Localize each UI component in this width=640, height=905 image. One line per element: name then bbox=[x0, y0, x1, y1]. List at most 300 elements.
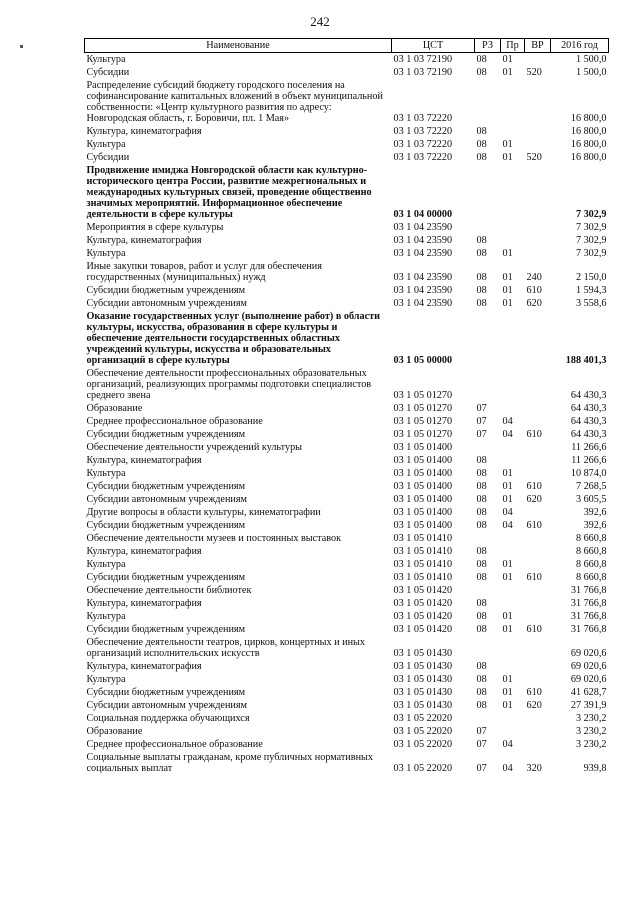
table-row bbox=[85, 480, 609, 493]
row-amount: 3 230,2 bbox=[575, 713, 607, 724]
row-name: Иные закупки товаров, работ и услуг для обеспечения государственных (муниципальных) нужд bbox=[86, 261, 322, 283]
row-name: Субсидии бюджетным учреждениям bbox=[86, 285, 246, 296]
row-rz bbox=[475, 712, 501, 725]
table-row bbox=[85, 545, 609, 558]
row-name: Обеспечение деятельности музеев и постоянных выставок bbox=[86, 533, 342, 544]
row-name: Другие вопросы в области культуры, кинематографии bbox=[86, 507, 321, 518]
row-name: Субсидии бюджетным учреждениям bbox=[86, 429, 246, 440]
table-row bbox=[85, 367, 609, 402]
row-name: Обеспечение деятельности профессиональных образовательных организаций, реализующих программы подготовки специалистов среднего звена bbox=[86, 368, 372, 401]
row-rz: 08 bbox=[476, 285, 487, 296]
row-vr bbox=[525, 660, 551, 673]
table-row bbox=[85, 125, 609, 138]
row-amount: 31 766,8 bbox=[570, 585, 607, 596]
row-vr: 240 bbox=[526, 272, 542, 283]
table-row bbox=[85, 751, 609, 775]
row-rz: 08 bbox=[476, 598, 487, 609]
row-name: Субсидии бюджетным учреждениям bbox=[86, 481, 246, 492]
row-amount: 27 391,9 bbox=[570, 700, 607, 711]
row-cst: 03 1 05 22020 bbox=[393, 763, 453, 774]
table-row bbox=[85, 506, 609, 519]
table-row bbox=[85, 597, 609, 610]
table-row bbox=[85, 571, 609, 584]
row-pr bbox=[501, 79, 525, 125]
table-row bbox=[85, 725, 609, 738]
row-vr bbox=[525, 79, 551, 125]
row-amount: 7 268,5 bbox=[575, 481, 607, 492]
table-row bbox=[85, 699, 609, 712]
row-rz bbox=[475, 164, 501, 221]
row-vr bbox=[525, 234, 551, 247]
table-row bbox=[85, 151, 609, 164]
row-amount: 8 660,8 bbox=[575, 533, 607, 544]
row-pr: 04 bbox=[502, 763, 513, 774]
row-cst: 03 1 05 01270 bbox=[393, 390, 453, 401]
row-cst: 03 1 04 23590 bbox=[393, 298, 453, 309]
row-name: Субсидии bbox=[86, 67, 130, 78]
row-amount: 8 660,8 bbox=[575, 572, 607, 583]
row-cst: 03 1 04 00000 bbox=[393, 209, 453, 220]
row-rz bbox=[475, 532, 501, 545]
row-name: Субсидии bbox=[86, 152, 130, 163]
row-amount: 7 302,9 bbox=[575, 209, 607, 220]
row-name: Субсидии автономным учреждениям bbox=[86, 700, 247, 711]
row-vr bbox=[525, 441, 551, 454]
row-name: Культура, кинематография bbox=[86, 455, 202, 466]
row-rz: 08 bbox=[476, 126, 487, 137]
row-amount: 3 605,5 bbox=[575, 494, 607, 505]
row-rz bbox=[475, 441, 501, 454]
row-vr bbox=[525, 138, 551, 151]
table-row bbox=[85, 247, 609, 260]
table-row bbox=[85, 673, 609, 686]
row-vr: 610 bbox=[526, 285, 542, 296]
row-cst: 03 1 05 01430 bbox=[393, 700, 453, 711]
row-amount: 31 766,8 bbox=[570, 624, 607, 635]
row-cst: 03 1 05 01400 bbox=[393, 455, 453, 466]
row-vr bbox=[525, 415, 551, 428]
table-row bbox=[85, 610, 609, 623]
row-vr bbox=[525, 467, 551, 480]
row-cst: 03 1 05 22020 bbox=[393, 739, 453, 750]
row-name: Субсидии автономным учреждениям bbox=[86, 494, 247, 505]
row-pr bbox=[501, 725, 525, 738]
row-pr: 01 bbox=[502, 611, 513, 622]
row-cst: 03 1 05 01410 bbox=[393, 546, 453, 557]
row-pr bbox=[501, 712, 525, 725]
row-cst: 03 1 04 23590 bbox=[393, 248, 453, 259]
row-amount: 7 302,9 bbox=[575, 248, 607, 259]
row-rz: 08 bbox=[476, 468, 487, 479]
row-pr: 01 bbox=[502, 624, 513, 635]
table-row bbox=[85, 493, 609, 506]
row-name: Культура, кинематография bbox=[86, 235, 202, 246]
row-vr bbox=[525, 367, 551, 402]
row-rz: 08 bbox=[476, 54, 487, 65]
row-name: Среднее профессиональное образование bbox=[86, 739, 263, 750]
row-cst: 03 1 04 23590 bbox=[393, 235, 453, 246]
row-cst: 03 1 05 01430 bbox=[393, 674, 453, 685]
table-row bbox=[85, 164, 609, 221]
row-name: Культура bbox=[86, 674, 126, 685]
row-cst: 03 1 03 72190 bbox=[393, 67, 453, 78]
row-cst: 03 1 03 72190 bbox=[393, 54, 453, 65]
row-vr bbox=[525, 125, 551, 138]
row-name: Обеспечение деятельности учреждений культуры bbox=[86, 442, 303, 453]
row-cst: 03 1 04 23590 bbox=[393, 272, 453, 283]
row-cst: 03 1 05 22020 bbox=[393, 726, 453, 737]
row-cst: 03 1 05 01420 bbox=[393, 611, 453, 622]
row-pr: 01 bbox=[502, 298, 513, 309]
row-vr bbox=[525, 558, 551, 571]
row-amount: 3 230,2 bbox=[575, 739, 607, 750]
row-vr bbox=[525, 584, 551, 597]
row-cst: 03 1 05 01410 bbox=[393, 533, 453, 544]
row-name: Культура bbox=[86, 611, 126, 622]
row-rz: 08 bbox=[476, 152, 487, 163]
row-vr: 620 bbox=[526, 494, 542, 505]
row-amount: 64 430,3 bbox=[570, 390, 607, 401]
row-vr: 610 bbox=[526, 624, 542, 635]
row-rz bbox=[475, 367, 501, 402]
row-rz: 07 bbox=[476, 726, 487, 737]
row-amount: 64 430,3 bbox=[570, 429, 607, 440]
row-rz: 08 bbox=[476, 507, 487, 518]
row-cst: 03 1 05 01270 bbox=[393, 403, 453, 414]
row-name: Мероприятия в сфере культуры bbox=[86, 222, 224, 233]
row-vr bbox=[525, 712, 551, 725]
row-rz: 08 bbox=[476, 67, 487, 78]
row-cst: 03 1 05 01430 bbox=[393, 648, 453, 659]
row-cst: 03 1 04 23590 bbox=[393, 285, 453, 296]
row-pr: 01 bbox=[502, 559, 513, 570]
row-vr: 610 bbox=[526, 429, 542, 440]
row-rz: 08 bbox=[476, 520, 487, 531]
row-vr: 520 bbox=[526, 152, 542, 163]
margin-mark bbox=[20, 45, 23, 48]
budget-table bbox=[84, 38, 609, 775]
row-name: Среднее профессиональное образование bbox=[86, 416, 263, 427]
row-name: Субсидии бюджетным учреждениям bbox=[86, 572, 246, 583]
row-name: Культура bbox=[86, 248, 126, 259]
table-row bbox=[85, 260, 609, 284]
row-cst: 03 1 05 01400 bbox=[393, 494, 453, 505]
row-name: Распределение субсидий бюджету городского поселения на софинансирование капитальных вложений в объект муниципальной собственности: «Центр культурного развития по адресу: Новгородская область, г. Боровичи, пл. 1 Мая» bbox=[86, 80, 383, 124]
table-row bbox=[85, 712, 609, 725]
row-vr: 620 bbox=[526, 298, 542, 309]
row-name: Культура bbox=[86, 54, 126, 65]
row-amount: 1 594,3 bbox=[575, 285, 607, 296]
row-rz: 07 bbox=[476, 763, 487, 774]
row-vr bbox=[525, 164, 551, 221]
row-name: Продвижение имиджа Новгородской области как культурно-исторического центра России, развитие межрегиональных и международных культурных связей, проведение общественно значимых мероприятий. Информационное обеспечение деятельности в сфере культуры bbox=[86, 165, 372, 220]
row-vr bbox=[525, 673, 551, 686]
row-pr bbox=[501, 660, 525, 673]
row-rz: 08 bbox=[476, 661, 487, 672]
row-rz: 08 bbox=[476, 546, 487, 557]
row-vr bbox=[525, 636, 551, 660]
row-amount: 64 430,3 bbox=[570, 416, 607, 427]
row-vr bbox=[525, 310, 551, 367]
table-row bbox=[85, 138, 609, 151]
row-amount: 7 302,9 bbox=[575, 235, 607, 246]
row-rz bbox=[475, 79, 501, 125]
row-vr bbox=[525, 597, 551, 610]
row-amount: 7 302,9 bbox=[575, 222, 607, 233]
row-name: Обеспечение деятельности театров, цирков, концертных и иных организаций исполнительских искусств bbox=[86, 637, 365, 659]
row-pr: 01 bbox=[502, 139, 513, 150]
row-name: Культура, кинематография bbox=[86, 546, 202, 557]
row-pr: 04 bbox=[502, 416, 513, 427]
row-pr bbox=[501, 454, 525, 467]
row-amount: 1 500,0 bbox=[575, 67, 607, 78]
row-cst: 03 1 03 72220 bbox=[393, 152, 453, 163]
header-cst: ЦСТ bbox=[392, 39, 475, 53]
row-cst: 03 1 05 01400 bbox=[393, 520, 453, 531]
header-vr: ВР bbox=[525, 39, 551, 53]
row-rz: 07 bbox=[476, 739, 487, 750]
row-pr bbox=[501, 221, 525, 234]
row-amount: 3 230,2 bbox=[575, 726, 607, 737]
row-vr: 520 bbox=[526, 67, 542, 78]
row-cst: 03 1 05 01270 bbox=[393, 416, 453, 427]
row-name: Культура, кинематография bbox=[86, 661, 202, 672]
row-name: Культура, кинематография bbox=[86, 598, 202, 609]
header-rz: РЗ bbox=[475, 39, 501, 53]
row-name: Субсидии бюджетным учреждениям bbox=[86, 520, 246, 531]
row-pr: 01 bbox=[502, 54, 513, 65]
row-cst: 03 1 05 00000 bbox=[393, 355, 453, 366]
row-amount: 939,8 bbox=[583, 763, 607, 774]
row-amount: 10 874,0 bbox=[570, 468, 607, 479]
row-vr bbox=[525, 532, 551, 545]
table-row bbox=[85, 519, 609, 532]
table-row bbox=[85, 284, 609, 297]
row-pr: 01 bbox=[502, 248, 513, 259]
header-name: Наименование bbox=[85, 39, 392, 53]
row-amount: 392,6 bbox=[583, 520, 607, 531]
row-pr bbox=[501, 234, 525, 247]
row-name: Культура bbox=[86, 559, 126, 570]
row-cst: 03 1 05 01430 bbox=[393, 661, 453, 672]
row-name: Культура bbox=[86, 468, 126, 479]
row-pr bbox=[501, 125, 525, 138]
row-rz: 08 bbox=[476, 272, 487, 283]
row-amount: 392,6 bbox=[583, 507, 607, 518]
row-vr bbox=[525, 545, 551, 558]
row-amount: 3 558,6 bbox=[575, 298, 607, 309]
row-amount: 64 430,3 bbox=[570, 403, 607, 414]
row-amount: 31 766,8 bbox=[570, 611, 607, 622]
table-row bbox=[85, 297, 609, 310]
row-vr bbox=[525, 402, 551, 415]
row-rz bbox=[475, 636, 501, 660]
row-pr bbox=[501, 584, 525, 597]
row-rz: 08 bbox=[476, 139, 487, 150]
row-cst: 03 1 03 72220 bbox=[393, 139, 453, 150]
row-amount: 16 800,0 bbox=[570, 126, 607, 137]
row-name: Оказание государственных услуг (выполнение работ) в области культуры, искусства, образования в сфере культуры и обеспечение деятельности государственных областных учреждений культуры, искусства и образовательных организаций в сфере культуры bbox=[86, 311, 381, 366]
row-vr: 610 bbox=[526, 520, 542, 531]
row-vr: 320 bbox=[526, 763, 542, 774]
row-cst: 03 1 04 23590 bbox=[393, 222, 453, 233]
row-pr: 01 bbox=[502, 67, 513, 78]
row-name: Образование bbox=[86, 403, 143, 414]
page-number: 242 bbox=[310, 14, 330, 29]
row-pr: 01 bbox=[502, 674, 513, 685]
table-row bbox=[85, 558, 609, 571]
row-rz: 08 bbox=[476, 559, 487, 570]
row-name: Субсидии автономным учреждениям bbox=[86, 298, 247, 309]
row-rz: 08 bbox=[476, 700, 487, 711]
row-rz: 08 bbox=[476, 572, 487, 583]
row-rz: 08 bbox=[476, 481, 487, 492]
row-amount: 16 800,0 bbox=[570, 152, 607, 163]
row-pr: 01 bbox=[502, 494, 513, 505]
table-row bbox=[85, 415, 609, 428]
row-rz: 07 bbox=[476, 403, 487, 414]
row-pr: 01 bbox=[502, 700, 513, 711]
row-cst: 03 1 05 01270 bbox=[393, 429, 453, 440]
table-row bbox=[85, 686, 609, 699]
row-amount: 1 500,0 bbox=[575, 54, 607, 65]
row-rz: 08 bbox=[476, 494, 487, 505]
row-rz: 08 bbox=[476, 624, 487, 635]
row-rz: 08 bbox=[476, 298, 487, 309]
table-row bbox=[85, 660, 609, 673]
row-rz bbox=[475, 584, 501, 597]
row-name: Образование bbox=[86, 726, 143, 737]
row-cst: 03 1 05 01400 bbox=[393, 507, 453, 518]
row-pr: 04 bbox=[502, 507, 513, 518]
row-pr: 01 bbox=[502, 285, 513, 296]
table-row bbox=[85, 310, 609, 367]
row-vr bbox=[525, 247, 551, 260]
table-row bbox=[85, 53, 609, 67]
table-row bbox=[85, 454, 609, 467]
row-vr bbox=[525, 725, 551, 738]
row-pr: 01 bbox=[502, 481, 513, 492]
row-amount: 69 020,6 bbox=[570, 674, 607, 685]
row-amount: 8 660,8 bbox=[575, 559, 607, 570]
row-pr: 01 bbox=[502, 272, 513, 283]
row-pr: 04 bbox=[502, 739, 513, 750]
row-vr bbox=[525, 738, 551, 751]
row-rz: 08 bbox=[476, 674, 487, 685]
row-name: Культура, кинематография bbox=[86, 126, 202, 137]
row-vr bbox=[525, 454, 551, 467]
row-vr: 610 bbox=[526, 481, 542, 492]
table-row bbox=[85, 532, 609, 545]
row-cst: 03 1 05 01430 bbox=[393, 687, 453, 698]
table-row bbox=[85, 66, 609, 79]
row-cst: 03 1 05 01410 bbox=[393, 559, 453, 570]
row-amount: 16 800,0 bbox=[570, 139, 607, 150]
row-pr bbox=[501, 636, 525, 660]
row-cst: 03 1 05 01420 bbox=[393, 598, 453, 609]
row-pr bbox=[501, 164, 525, 221]
row-amount: 188 401,3 bbox=[565, 355, 607, 366]
row-amount: 69 020,6 bbox=[570, 661, 607, 672]
row-vr bbox=[525, 221, 551, 234]
table-row bbox=[85, 623, 609, 636]
row-pr: 04 bbox=[502, 429, 513, 440]
table-row bbox=[85, 402, 609, 415]
row-name: Культура bbox=[86, 139, 126, 150]
row-rz bbox=[475, 310, 501, 367]
row-rz: 08 bbox=[476, 235, 487, 246]
row-pr: 01 bbox=[502, 468, 513, 479]
row-vr bbox=[525, 506, 551, 519]
row-pr bbox=[501, 310, 525, 367]
row-cst: 03 1 05 01420 bbox=[393, 585, 453, 596]
row-rz: 08 bbox=[476, 455, 487, 466]
table-row bbox=[85, 467, 609, 480]
row-cst: 03 1 05 01400 bbox=[393, 481, 453, 492]
row-pr bbox=[501, 367, 525, 402]
row-amount: 31 766,8 bbox=[570, 598, 607, 609]
table-row bbox=[85, 441, 609, 454]
row-pr bbox=[501, 532, 525, 545]
row-vr: 610 bbox=[526, 572, 542, 583]
row-name: Социальные выплаты гражданам, кроме публичных нормативных социальных выплат bbox=[86, 752, 373, 774]
header-year: 2016 год bbox=[551, 39, 609, 53]
row-rz: 07 bbox=[476, 416, 487, 427]
row-rz: 08 bbox=[476, 611, 487, 622]
row-vr: 610 bbox=[526, 687, 542, 698]
header-pr: Пр bbox=[501, 39, 525, 53]
table-body bbox=[85, 53, 609, 776]
row-cst: 03 1 05 01400 bbox=[393, 442, 453, 453]
row-cst: 03 1 03 72220 bbox=[393, 126, 453, 137]
row-name: Субсидии бюджетным учреждениям bbox=[86, 624, 246, 635]
row-pr bbox=[501, 597, 525, 610]
table-row bbox=[85, 79, 609, 125]
row-amount: 11 266,6 bbox=[571, 455, 607, 466]
row-rz bbox=[475, 221, 501, 234]
table-row bbox=[85, 738, 609, 751]
row-pr: 01 bbox=[502, 572, 513, 583]
row-vr bbox=[525, 53, 551, 67]
row-vr bbox=[525, 610, 551, 623]
table-row bbox=[85, 234, 609, 247]
row-rz: 07 bbox=[476, 429, 487, 440]
row-amount: 2 150,0 bbox=[575, 272, 607, 283]
row-cst: 03 1 05 01400 bbox=[393, 468, 453, 479]
row-rz: 08 bbox=[476, 248, 487, 259]
row-amount: 8 660,8 bbox=[575, 546, 607, 557]
table-row bbox=[85, 636, 609, 660]
row-cst: 03 1 05 01420 bbox=[393, 624, 453, 635]
row-amount: 69 020,6 bbox=[570, 648, 607, 659]
row-pr bbox=[501, 402, 525, 415]
row-amount: 16 800,0 bbox=[570, 113, 607, 124]
row-cst: 03 1 05 22020 bbox=[393, 713, 453, 724]
row-name: Субсидии бюджетным учреждениям bbox=[86, 687, 246, 698]
row-pr: 04 bbox=[502, 520, 513, 531]
row-pr: 01 bbox=[502, 687, 513, 698]
row-name: Обеспечение деятельности библиотек bbox=[86, 585, 252, 596]
table-row bbox=[85, 221, 609, 234]
row-rz: 08 bbox=[476, 687, 487, 698]
row-cst: 03 1 05 01410 bbox=[393, 572, 453, 583]
row-amount: 11 266,6 bbox=[571, 442, 607, 453]
row-amount: 41 628,7 bbox=[570, 687, 607, 698]
row-cst: 03 1 03 72220 bbox=[393, 113, 453, 124]
row-pr bbox=[501, 441, 525, 454]
row-name: Социальная поддержка обучающихся bbox=[86, 713, 250, 724]
row-vr: 620 bbox=[526, 700, 542, 711]
